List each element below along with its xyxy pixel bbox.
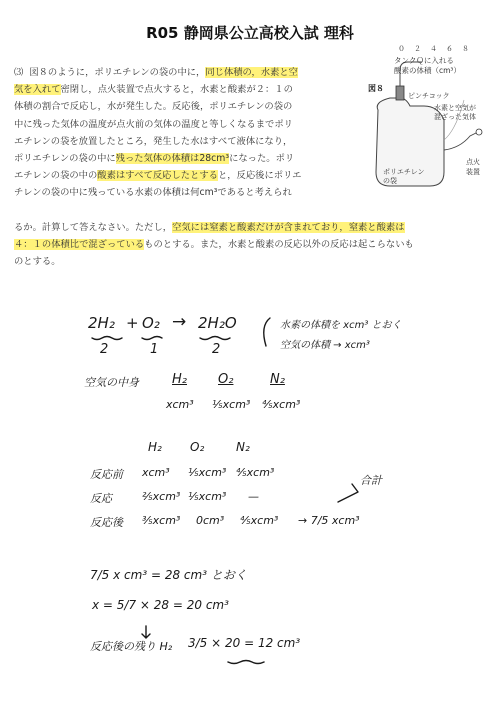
figure-label: 図８ <box>368 84 384 93</box>
highlighted-text: 残った気体の体積は28cm³ <box>115 153 230 165</box>
hw-row3-total: → 7/5 xcm³ <box>298 514 360 527</box>
hw-row3-c: ⅘xcm³ <box>240 514 279 527</box>
hw-air-v3: ⅘xcm³ <box>262 398 301 411</box>
hw-ratio-2a: 2 <box>100 342 109 357</box>
problem-text-run: ものとする。また，水素と酸素の反応以外の反応は起こらないも <box>144 239 414 251</box>
gas-label-2: 混ざった気体 <box>434 113 476 121</box>
hw-eq-h2o: 2H₂O <box>198 314 237 332</box>
igniter-label-2: 装置 <box>466 168 480 176</box>
hw-row2-c: — <box>248 490 259 503</box>
hw-air-n2: N₂ <box>270 372 285 387</box>
hw-assume-1: 水素の体積を xcm³ とおく <box>280 320 402 331</box>
hw-eq-h2: 2H₂ <box>88 314 115 332</box>
hw-tbl-n2: N₂ <box>236 440 250 454</box>
highlighted-text: ４：１の体積比で混ざっている <box>14 239 145 251</box>
hw-air-in: 空気の中身 <box>84 376 139 389</box>
hw-row3-b: 0cm³ <box>196 514 225 527</box>
hw-ratio-1: 1 <box>150 342 159 357</box>
hw-eq3-val: 3/5 × 20 = 12 cm³ <box>188 636 301 650</box>
hw-eq2: x = 5/7 × 28 = 20 cm³ <box>92 598 229 612</box>
problem-text-run: るか。計算して答えなさい。ただし， <box>14 222 173 233</box>
bag-label-2: の袋 <box>383 177 397 185</box>
hw-tbl-o2: O₂ <box>190 440 205 454</box>
igniter-label-1: 点火 <box>466 158 480 166</box>
hw-eq1: 7/5 x cm³ = 28 cm³ とおく <box>90 568 247 582</box>
hw-air-v1: xcm³ <box>166 398 194 411</box>
hw-eq-arrow: → <box>172 312 187 332</box>
problem-text-run: エチレンの袋の中の <box>14 170 98 182</box>
problem-number: ⑶ <box>14 67 24 78</box>
problem-text-run: 体積の割合で反応し，水が発生した。反応後，ポリエチレンの袋の <box>14 101 293 113</box>
hw-tbl-h2: H₂ <box>148 440 162 454</box>
hw-total-note: 合計 <box>360 474 382 487</box>
problem-text-run: 図８のように，ポリエチレンの袋の中に， <box>29 67 206 78</box>
highlighted-text: 同じ体積の，水素と空 <box>205 67 298 78</box>
problem-text-run: と，反応後にポリエ <box>217 170 302 182</box>
tank-caption-1: タンクＱに入れる <box>394 56 454 65</box>
tank-scale: ０ ２ ４ ６ ８ <box>398 45 470 53</box>
hw-row1-a: xcm³ <box>142 466 170 479</box>
hw-eq-o2: O₂ <box>142 314 160 332</box>
hw-air-v2: ⅕xcm³ <box>212 398 251 411</box>
highlighted-text: 酸素はすべて反応したとする <box>97 170 218 182</box>
hw-row1-b: ⅕xcm³ <box>188 466 227 479</box>
hw-eq-plus: + <box>126 314 139 332</box>
problem-text-run: チレンの袋の中に残っている水素の体積は何cm³であると考えられ <box>14 187 292 199</box>
hw-air-h2: H₂ <box>172 372 187 387</box>
highlighted-text: 空気には窒素と酸素だけが含まれており，窒素と酸素は <box>172 222 405 233</box>
pinch-cock-label: ピンチコック <box>408 92 450 100</box>
hw-row1-label: 反応前 <box>90 468 123 481</box>
tank-caption-2: 酸素の体積（cm³） <box>394 66 461 75</box>
page-title: R05 静岡県公立高校入試 理科 <box>146 24 354 42</box>
hw-eq3-label: 反応後の残り H₂ <box>90 640 173 653</box>
problem-text-run: 密閉し，点火装置で点火すると，水素と酸素が２：１の <box>60 84 293 96</box>
hw-row1-c: ⅘xcm³ <box>236 466 275 479</box>
problem-text-run: エチレンの袋を放置したところ，発生した水はすべて液体になり， <box>14 135 293 147</box>
hw-row2-label: 反応 <box>90 492 112 505</box>
hw-row3-a: ⅗xcm³ <box>142 514 181 527</box>
hw-air-o2: O₂ <box>218 372 234 387</box>
hw-ratio-2b: 2 <box>212 342 221 357</box>
hw-row3-label: 反応後 <box>90 516 123 529</box>
problem-text-run: ポリエチレンの袋の中に <box>14 153 116 165</box>
hw-row2-b: ⅕xcm³ <box>188 490 227 503</box>
bag-label-1: ポリエチレン <box>383 168 425 176</box>
problem-text-run: になった。ポリ <box>229 153 295 165</box>
problem-text-run: のとする。 <box>14 256 61 268</box>
hw-assume-2: 空気の体積 → xcm³ <box>280 340 370 351</box>
hw-row2-a: ⅖xcm³ <box>142 490 181 503</box>
gas-label-1: 水素と空気が <box>434 104 476 112</box>
problem-text-run: 中に残った気体の温度が点火前の気体の温度と等しくなるまでポリ <box>14 118 293 130</box>
highlighted-text: 気を入れて <box>14 84 61 96</box>
